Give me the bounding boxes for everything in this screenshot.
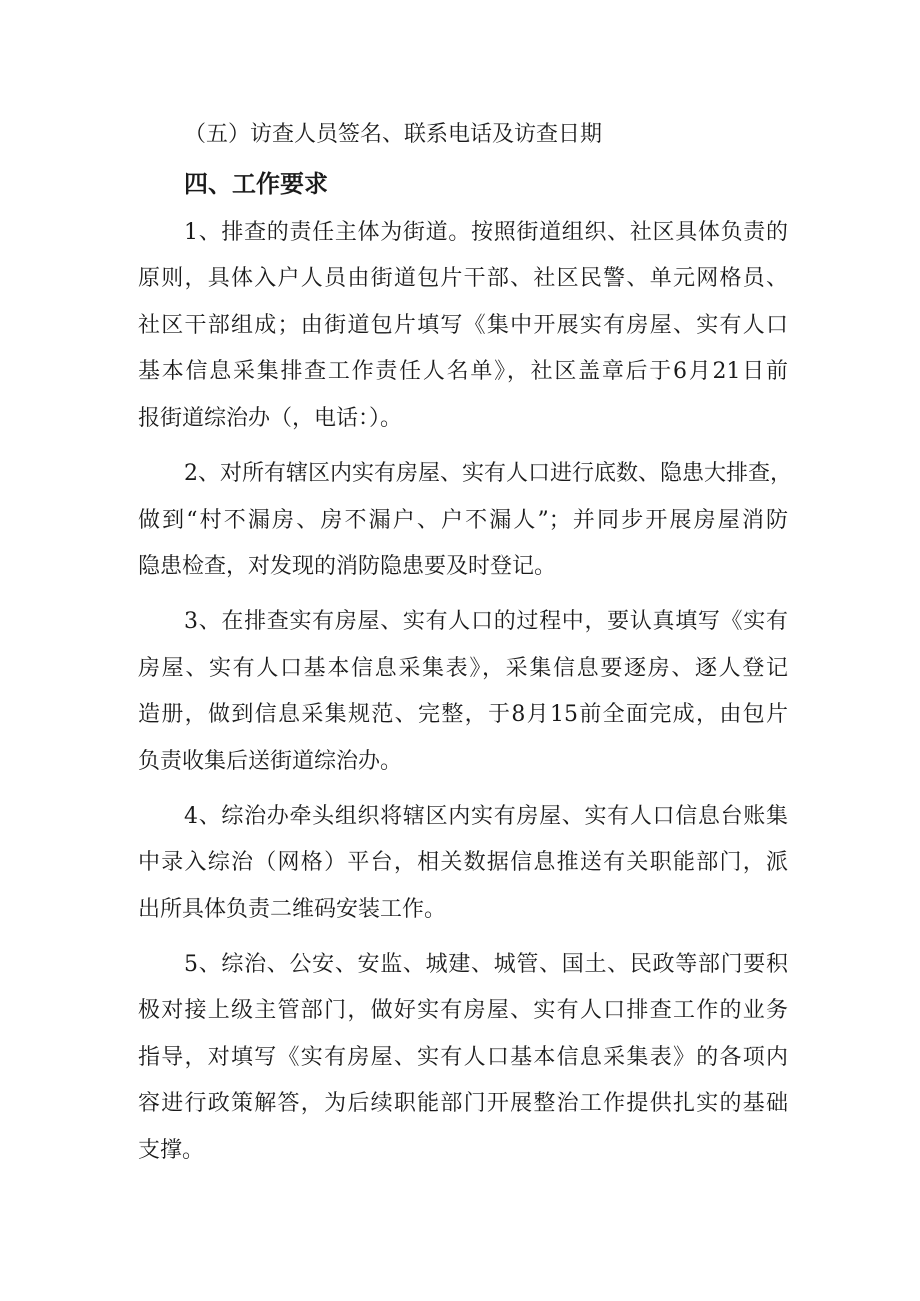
paragraph-line: 2、对所有辖区内实有房屋、实有人口进行底数、隐患大排查， <box>184 461 792 486</box>
paragraph-line: 房屋、实有人口基本信息采集表》，采集信息要逐房、逐人登记 <box>138 656 788 681</box>
paragraph-line: 社区干部组成；由街道包片填写《集中开展实有房屋、实有人口 <box>138 313 788 338</box>
paragraph-line: 5、综治、公安、安监、城建、城管、国土、民政等部门要积 <box>184 952 788 977</box>
paragraph-line: 做到“村不漏房、房不漏户、户不漏人”；并同步开展房屋消防 <box>138 508 788 533</box>
paragraph-line: 1、排查的责任主体为街道。按照街道组织、社区具体负责的 <box>184 220 788 245</box>
section-heading: 四、工作要求 <box>184 170 328 198</box>
paragraph-line: 原则，具体入户人员由街道包片干部、社区民警、单元网格员、 <box>138 266 788 291</box>
paragraph-line: 隐患检查，对发现的消防隐患要及时登记。 <box>138 554 557 579</box>
subitem-five: （五）访查人员签名、联系电话及访查日期 <box>184 122 603 147</box>
paragraph-line: 容进行政策解答，为后续职能部门开展整治工作提供扎实的基础 <box>138 1091 788 1116</box>
paragraph-line: 指导，对填写《实有房屋、实有人口基本信息采集表》的各项内 <box>138 1045 788 1070</box>
paragraph-line: 造册，做到信息采集规范、完整，于8月15前全面完成，由包片 <box>138 702 788 727</box>
paragraph-line: 极对接上级主管部门，做好实有房屋、实有人口排查工作的业务 <box>138 998 788 1023</box>
paragraph-line: 中录入综治（网格）平台，相关数据信息推送有关职能部门，派 <box>138 850 788 875</box>
paragraph-line: 报街道综治办（，电话：）。 <box>138 406 403 431</box>
paragraph-line: 支撑。 <box>138 1138 205 1163</box>
paragraph-line: 出所具体负责二维码安装工作。 <box>138 897 447 922</box>
paragraph-line: 基本信息采集排查工作责任人名单》，社区盖章后于6月21日前 <box>138 359 788 384</box>
paragraph-line: 4、综治办牵头组织将辖区内实有房屋、实有人口信息台账集 <box>184 804 788 829</box>
paragraph-line: 3、在排查实有房屋、实有人口的过程中，要认真填写《实有 <box>184 609 788 634</box>
paragraph-line: 负责收集后送街道综治办。 <box>138 749 403 774</box>
